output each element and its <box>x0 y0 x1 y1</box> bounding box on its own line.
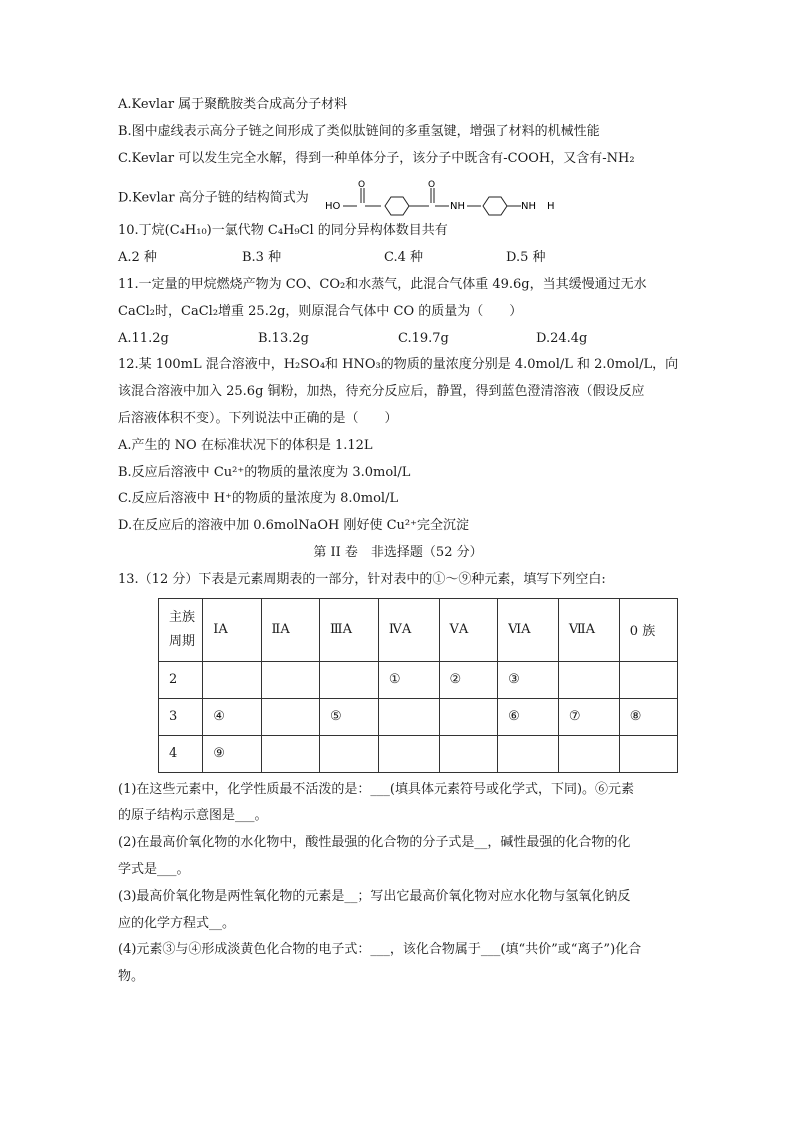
q13-part1-line1: (1)在这些元素中，化学性质最不活泼的是：___(填具体元素符号或化学式，下同)。⑥元素 <box>118 781 635 797</box>
element-cell: ⑦ <box>558 698 619 735</box>
q11-options <box>118 326 678 353</box>
corner-label-group: 主族 <box>169 609 196 625</box>
element-cell: ⑥ <box>498 698 559 735</box>
header-cell: 0 族 <box>619 598 677 661</box>
q9-option-b: B.图中虚线表示高分子链之间形成了类似肽链间的多重氢键，增强了材料的机械性能 <box>118 123 600 139</box>
q11-stem-line1: 11.一定量的甲烷燃烧产物为 CO、CO₂和水蒸气，此混合气体重 49.6g，当其缓慢通过无水 <box>118 276 647 292</box>
exam-page <box>118 92 678 991</box>
q10-options <box>118 245 678 272</box>
header-cell: ⅥA <box>498 598 559 661</box>
mol-label-h: H <box>546 201 555 213</box>
header-cell: ⅢA <box>320 598 379 661</box>
mol-label-o1: O <box>357 180 365 191</box>
q12-option-b: B.反应后溶液中 Cu²⁺的物质的量浓度为 3.0mol/L <box>118 464 411 480</box>
table-row <box>159 735 678 772</box>
header-cell: ⅡA <box>261 598 320 661</box>
q12-option-c: C.反应后溶液中 H⁺的物质的量浓度为 8.0mol/L <box>118 491 399 507</box>
q9-option-d: D.Kevlar 高分子链的结构简式为 <box>118 190 309 206</box>
header-cell: ⅣA <box>378 598 439 661</box>
q13-part3-line1: (3)最高价氧化物是两性氧化物的元素是__；写出它最高价氧化物对应水化物与氢氧化钠反 <box>118 888 631 904</box>
q12-option-d: D.在反应后的溶液中加 0.6molNaOH 刚好使 Cu²⁺完全沉淀 <box>118 518 469 534</box>
q12-option-a: A.产生的 NO 在标准状况下的体积是 1.12L <box>118 437 373 453</box>
q9-option-c: C.Kevlar 可以发生完全水解，得到一种单体分子，该分子中既含有-COOH，又含有-NH₂ <box>118 150 635 166</box>
element-cell <box>498 735 559 772</box>
period-cell: 2 <box>159 661 203 698</box>
q13-part4-line1: (4)元素③与④形成淡黄色化合物的电子式：___，该化合物属于___(填“共价”或“离子”)化合 <box>118 942 642 958</box>
q13-part1-line2: 的原子结构示意图是___。 <box>118 808 268 824</box>
table-row <box>159 661 678 698</box>
element-cell <box>320 661 379 698</box>
period-cell: 4 <box>159 735 203 772</box>
q10-option-d: D.5 种 <box>506 250 546 266</box>
element-cell <box>558 661 619 698</box>
element-cell <box>261 735 320 772</box>
q11-option-a: A.11.2g <box>118 330 169 346</box>
section-heading: 第 II 卷 非选择题（52 分） <box>313 544 483 560</box>
element-cell <box>261 661 320 698</box>
element-cell <box>378 735 439 772</box>
header-cell: ⅤA <box>439 598 498 661</box>
element-cell: ⑤ <box>320 698 379 735</box>
q13-part3-line2: 应的化学方程式__。 <box>118 915 236 931</box>
element-cell: ① <box>378 661 439 698</box>
q13-part2-line2: 学式是___。 <box>118 861 190 877</box>
q11-option-c: C.19.7g <box>398 330 449 346</box>
q10-option-b: B.3 种 <box>242 250 282 266</box>
mol-label-ho: HO <box>324 201 341 213</box>
q10-stem: 10.丁烷(C₄H₁₀)一氯代物 C₄H₉Cl 的同分异构体数目共有 <box>118 223 448 239</box>
corner-label-period: 周期 <box>169 633 196 649</box>
q9-option-a: A.Kevlar 属于聚酰胺类合成高分子材料 <box>118 97 348 112</box>
mol-label-o2: O <box>427 180 435 191</box>
table-header-row <box>159 598 678 661</box>
header-cell: ⅦA <box>558 598 619 661</box>
q13-part2-line1: (2)在最高价氧化物的水化物中，酸性最强的化合物的分子式是__，碱性最强的化合物的化 <box>118 835 631 851</box>
q11-stem-line2: CaCl₂时，CaCl₂增重 25.2g，则原混合气体中 CO 的质量为（ ） <box>118 303 523 319</box>
table-row <box>159 698 678 735</box>
q13-stem: 13.（12 分）下表是元素周期表的一部分，针对表中的①～⑨种元素，填写下列空白: <box>118 571 606 587</box>
element-cell: ③ <box>498 661 559 698</box>
kevlar-structure-diagram <box>325 178 561 218</box>
period-cell: 3 <box>159 698 203 735</box>
element-cell <box>619 661 677 698</box>
element-cell: ④ <box>203 698 261 735</box>
periodic-table-fragment <box>158 598 678 773</box>
element-cell <box>378 698 439 735</box>
element-cell: ⑧ <box>619 698 677 735</box>
mol-label-nh2: NH <box>520 201 536 213</box>
q12-stem-line1: 12.某 100mL 混合溶液中，H₂SO₄和 HNO₃的物质的量浓度分别是 4.0mol/L 和 2.0mol/L，向 <box>118 357 679 373</box>
mol-label-nh1: NH <box>449 201 465 213</box>
q12-stem-line2: 该混合溶液中加入 25.6g 铜粉，加热，待充分反应后，静置，得到蓝色澄清溶液（假设反应 <box>118 384 645 400</box>
element-cell <box>439 698 498 735</box>
element-cell <box>261 698 320 735</box>
element-cell <box>558 735 619 772</box>
q10-option-c: C.4 种 <box>384 250 424 266</box>
q12-stem-line3: 后溶液体积不变）。下列说法中正确的是（ ） <box>118 410 398 426</box>
q10-option-a: A.2 种 <box>118 250 157 266</box>
element-cell: ⑨ <box>203 735 261 772</box>
table-corner-cell <box>159 598 203 661</box>
element-cell <box>203 661 261 698</box>
q11-option-b: B.13.2g <box>258 330 309 346</box>
q9-option-d-row <box>118 178 678 218</box>
q13-part4-line2: 物。 <box>118 969 145 985</box>
element-cell <box>320 735 379 772</box>
element-cell <box>439 735 498 772</box>
element-cell <box>619 735 677 772</box>
header-cell: ⅠA <box>203 598 261 661</box>
q11-option-d: D.24.4g <box>536 330 588 346</box>
element-cell: ② <box>439 661 498 698</box>
